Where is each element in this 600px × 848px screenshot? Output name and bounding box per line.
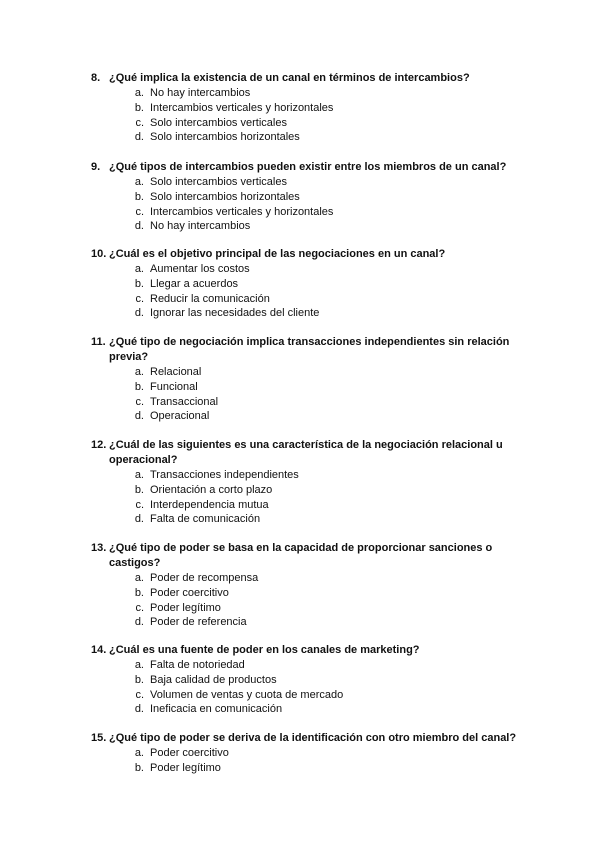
option-item <box>91 205 531 220</box>
option-item <box>91 277 531 292</box>
question-14 <box>91 643 531 717</box>
options-list <box>91 86 531 145</box>
question-number: 11. <box>91 336 106 348</box>
option-item <box>91 101 531 116</box>
option-letter: b. <box>134 761 144 774</box>
option-item <box>91 571 531 586</box>
option-text: Solo intercambios horizontales <box>150 190 300 203</box>
option-item <box>91 380 531 395</box>
question-number: 14. <box>91 644 107 656</box>
options-list <box>91 658 531 717</box>
option-item <box>91 116 531 131</box>
option-text: Poder coercitivo <box>150 747 229 759</box>
option-text: No hay intercambios <box>150 220 251 233</box>
question-8 <box>91 71 531 145</box>
option-letter: a. <box>134 469 144 481</box>
question-15 <box>91 731 531 776</box>
question-number: 15. <box>91 732 107 744</box>
question-number: 12. <box>91 439 107 451</box>
option-text: Solo intercambios verticales <box>150 116 287 129</box>
question-number: 8. <box>91 72 101 84</box>
option-item <box>91 306 531 321</box>
option-item <box>91 130 531 145</box>
option-text: Ineficacia en comunicación <box>150 703 283 716</box>
options-list <box>91 175 531 234</box>
option-letter: a. <box>134 176 144 188</box>
option-text: Falta de notoriedad <box>150 659 245 671</box>
option-item <box>91 365 531 380</box>
question-text: ¿Qué tipo de poder se deriva de la identificación con otro miembro del canal? <box>109 732 517 744</box>
question-text: ¿Cuál de las siguientes es una característica de la negociación relacional u operacional? <box>109 439 503 466</box>
option-letter: c. <box>135 688 144 701</box>
option-letter: b. <box>134 673 144 686</box>
option-item <box>91 409 531 424</box>
question-header <box>91 335 531 365</box>
option-item <box>91 512 531 527</box>
question-11 <box>91 335 531 424</box>
option-text: Poder de recompensa <box>150 572 259 584</box>
option-item <box>91 761 531 776</box>
question-number: 13. <box>91 542 107 554</box>
option-letter: c. <box>135 498 144 511</box>
option-letter: b. <box>134 380 144 393</box>
question-header <box>91 160 531 175</box>
option-letter: d. <box>134 131 144 144</box>
option-letter: a. <box>134 366 144 378</box>
question-text: ¿Qué tipo de poder se basa en la capacidad de proporcionar sanciones o castigos? <box>109 542 493 569</box>
option-letter: a. <box>134 572 144 584</box>
question-13 <box>91 541 531 630</box>
option-letter: b. <box>134 483 144 496</box>
option-text: No hay intercambios <box>150 87 251 99</box>
option-letter: b. <box>134 277 144 290</box>
option-item <box>91 190 531 205</box>
option-text: Poder legítimo <box>150 761 221 774</box>
question-12 <box>91 438 531 527</box>
question-header <box>91 71 531 86</box>
question-header <box>91 541 531 571</box>
option-letter: c. <box>135 395 144 408</box>
option-item <box>91 688 531 703</box>
question-text: ¿Cuál es el objetivo principal de las negociaciones en un canal? <box>109 248 446 260</box>
option-text: Aumentar los costos <box>150 263 250 275</box>
option-text: Solo intercambios horizontales <box>150 131 300 144</box>
option-letter: a. <box>134 87 144 99</box>
option-text: Operacional <box>150 410 210 423</box>
option-text: Solo intercambios verticales <box>150 176 287 188</box>
question-text: ¿Cuál es una fuente de poder en los canales de marketing? <box>109 644 420 656</box>
option-item <box>91 586 531 601</box>
option-item <box>91 673 531 688</box>
option-letter: c. <box>135 292 144 305</box>
option-text: Poder legítimo <box>150 601 221 614</box>
option-item <box>91 615 531 630</box>
option-item <box>91 262 531 277</box>
option-letter: c. <box>135 116 144 129</box>
option-item <box>91 292 531 307</box>
question-text: ¿Qué implica la existencia de un canal en términos de intercambios? <box>109 72 470 84</box>
option-text: Relacional <box>150 366 202 378</box>
option-text: Intercambios verticales y horizontales <box>150 101 334 114</box>
option-text: Orientación a corto plazo <box>150 483 273 496</box>
options-list <box>91 746 531 776</box>
option-letter: a. <box>134 747 144 759</box>
option-text: Reducir la comunicación <box>150 292 270 305</box>
question-number: 9. <box>91 161 101 173</box>
option-text: Intercambios verticales y horizontales <box>150 205 334 218</box>
question-header <box>91 731 531 746</box>
option-item <box>91 483 531 498</box>
option-text: Funcional <box>150 380 198 393</box>
option-item <box>91 219 531 234</box>
option-text: Interdependencia mutua <box>150 498 269 511</box>
option-letter: d. <box>134 703 144 716</box>
option-item <box>91 468 531 483</box>
option-text: Baja calidad de productos <box>150 673 277 686</box>
option-item <box>91 86 531 101</box>
option-letter: d. <box>134 220 144 233</box>
option-item <box>91 498 531 513</box>
option-text: Poder de referencia <box>150 616 247 629</box>
question-9 <box>91 160 531 234</box>
option-item <box>91 175 531 190</box>
options-list <box>91 365 531 424</box>
option-letter: d. <box>134 410 144 423</box>
option-letter: d. <box>134 616 144 629</box>
option-item <box>91 702 531 717</box>
option-item <box>91 658 531 673</box>
option-text: Falta de comunicación <box>150 513 261 526</box>
option-item <box>91 601 531 616</box>
option-text: Poder coercitivo <box>150 586 229 599</box>
question-header <box>91 643 531 658</box>
options-list <box>91 468 531 527</box>
option-letter: c. <box>135 601 144 614</box>
option-letter: c. <box>135 205 144 218</box>
question-header <box>91 247 531 262</box>
option-letter: a. <box>134 263 144 275</box>
question-10 <box>91 247 531 321</box>
option-text: Transaccional <box>150 395 219 408</box>
option-text: Ignorar las necesidades del cliente <box>150 307 320 320</box>
option-text: Llegar a acuerdos <box>150 277 239 290</box>
question-text: ¿Qué tipos de intercambios pueden existir entre los miembros de un canal? <box>109 161 507 173</box>
question-number: 10. <box>91 248 107 260</box>
option-item <box>91 395 531 410</box>
options-list <box>91 571 531 630</box>
option-letter: a. <box>134 659 144 671</box>
option-letter: b. <box>134 190 144 203</box>
option-letter: b. <box>134 101 144 114</box>
options-list <box>91 262 531 321</box>
question-header <box>91 438 531 468</box>
option-text: Volumen de ventas y cuota de mercado <box>150 688 344 701</box>
option-letter: d. <box>134 307 144 320</box>
option-item <box>91 746 531 761</box>
option-letter: b. <box>134 586 144 599</box>
option-text: Transacciones independientes <box>150 469 299 481</box>
option-letter: d. <box>134 513 144 526</box>
question-text: ¿Qué tipo de negociación implica transacciones independientes sin relación previa? <box>109 336 510 363</box>
